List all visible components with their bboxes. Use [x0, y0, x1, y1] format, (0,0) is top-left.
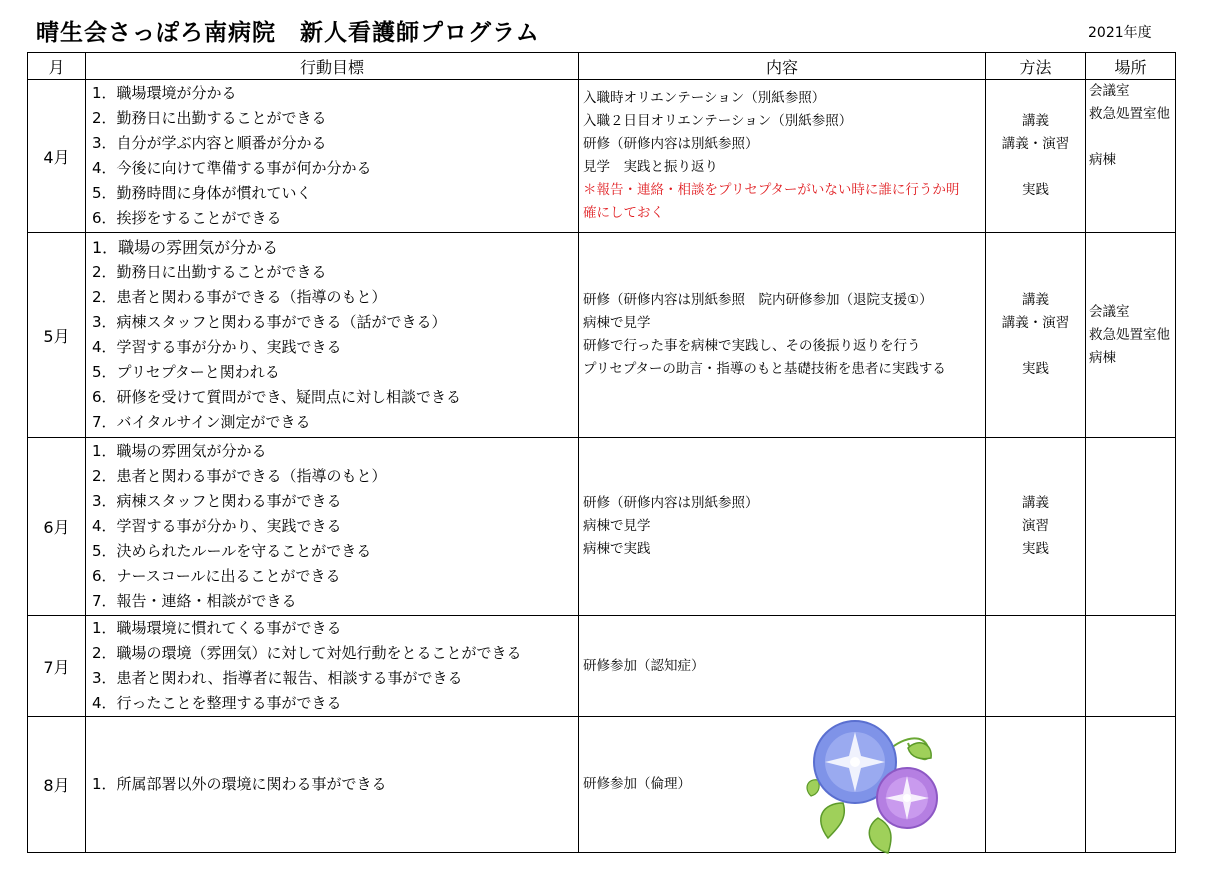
method-item: 実践	[1022, 541, 1049, 557]
goal-item: 2．患者と関わる事ができる（指導のもと）	[92, 288, 387, 306]
content-cell	[579, 616, 986, 717]
fiscal-year: 2021年度	[1088, 25, 1152, 41]
place-cell	[1086, 233, 1176, 438]
goal-item: 7．バイタルサイン測定ができる	[92, 413, 311, 431]
header-goals: 行動目標	[86, 53, 579, 80]
method-cell	[986, 616, 1086, 717]
header-method: 方法	[986, 53, 1086, 80]
table-row	[28, 717, 1176, 853]
goal-item: 2．患者と関わる事ができる（指導のもと）	[92, 467, 387, 485]
program-table	[27, 52, 1176, 853]
goal-item: 4．行ったことを整理する事ができる	[92, 694, 342, 712]
content-item: 研修（研修内容は別紙参照 院内研修参加（退院支援①）	[583, 292, 933, 308]
content-item: 研修（研修内容は別紙参照）	[583, 495, 759, 511]
method-item: 講義・演習	[1001, 136, 1070, 152]
content-item: プリセプターの助言・指導のもと基礎技術を患者に実践する	[583, 361, 946, 377]
method-cell	[986, 80, 1086, 233]
month-cell: 6月	[28, 438, 86, 616]
goal-item: 4．学習する事が分かり、実践できる	[92, 338, 342, 356]
place-item: 病棟	[1089, 349, 1116, 366]
place-item: 救急処置室他	[1089, 326, 1170, 343]
month-cell: 7月	[28, 616, 86, 717]
content-item: 見学 実践と振り返り	[583, 159, 718, 175]
content-item: 研修（研修内容は別紙参照）	[583, 136, 759, 152]
place-item	[1086, 126, 1175, 149]
place-cell	[1086, 80, 1176, 233]
goal-item: 3．自分が学ぶ内容と順番が分かる	[92, 134, 327, 152]
place-item: 病棟	[1089, 152, 1116, 168]
content-item: 入職２日目オリエンテーション（別紙参照）	[583, 113, 853, 129]
place-cell	[1086, 717, 1176, 853]
goals-cell	[86, 438, 579, 616]
content-cell	[579, 233, 986, 438]
method-item: 講義	[1022, 113, 1049, 129]
content-note: 確にしておく	[583, 205, 664, 221]
method-item	[986, 335, 1085, 358]
method-cell	[986, 438, 1086, 616]
place-cell	[1086, 438, 1176, 616]
place-item: 会議室	[1089, 303, 1130, 320]
method-item: 講義・演習	[1001, 315, 1070, 331]
goal-item: 5．プリセプターと関われる	[92, 363, 280, 381]
method-cell	[986, 233, 1086, 438]
goals-cell	[86, 80, 579, 233]
method-item: 講義	[1022, 495, 1049, 511]
content-item: 研修で行った事を病棟で実践し、その後振り返りを行う	[583, 338, 921, 354]
method-item: 講義	[1022, 292, 1049, 308]
leaf-icon	[807, 780, 819, 796]
morning-glory-illustration	[803, 718, 943, 856]
goal-item: 7．報告・連絡・相談ができる	[92, 592, 297, 610]
method-item: 実践	[1022, 182, 1049, 198]
goal-item: 1．職場環境に慣れてくる事ができる	[92, 619, 342, 637]
header-month: 月	[28, 53, 86, 80]
goal-item: 3．病棟スタッフと関わる事ができる（話ができる）	[92, 313, 447, 331]
goal-item: 4．学習する事が分かり、実践できる	[92, 517, 342, 535]
content-cell	[579, 438, 986, 616]
content-cell	[579, 80, 986, 233]
goal-item: 4．今後に向けて準備する事が何か分かる	[92, 159, 372, 177]
content-item: 病棟で見学	[583, 315, 651, 331]
goal-item: 1．職場環境が分かる	[92, 84, 237, 102]
method-item: 演習	[1022, 518, 1049, 534]
goals-cell	[86, 233, 579, 438]
purple-flower-center	[903, 794, 911, 802]
month-cell: 4月	[28, 80, 86, 233]
goal-item: 3．病棟スタッフと関わる事ができる	[92, 492, 342, 510]
table-row	[28, 233, 1176, 438]
goals-cell	[86, 616, 579, 717]
goal-item: 6．研修を受けて質問ができ、疑問点に対し相談できる	[92, 388, 461, 406]
goal-item: 2．職場の環境（雰囲気）に対して対処行動をとることができる	[92, 644, 522, 662]
goal-item: 1．所属部署以外の環境に関わる事ができる	[92, 775, 387, 793]
place-cell	[1086, 616, 1176, 717]
leaf-icon	[869, 818, 891, 853]
content-item: 病棟で見学	[583, 518, 651, 534]
method-item: 実践	[1022, 361, 1049, 377]
goal-item: 6．挨拶をすることができる	[92, 209, 282, 227]
content-note: ＊報告・連絡・相談をプリセプターがいない時に誰に行うか明	[583, 182, 960, 198]
leaf-icon	[908, 743, 931, 759]
table-header-row	[28, 53, 1176, 80]
month-cell: 5月	[28, 233, 86, 438]
page-title: 晴生会さっぽろ南病院 新人看護師プログラム	[36, 20, 540, 46]
goal-item: 3．患者と関われ、指導者に報告、相談する事ができる	[92, 669, 463, 687]
blue-flower-center	[850, 757, 860, 767]
table-row	[28, 616, 1176, 717]
place-item: 救急処置室他	[1089, 106, 1170, 122]
table-row	[28, 80, 1176, 233]
leaf-icon	[821, 803, 845, 838]
goal-item: 1．職場の雰囲気が分かる	[92, 238, 279, 257]
goal-item: 1．職場の雰囲気が分かる	[92, 442, 267, 460]
goal-item: 5．決められたルールを守ることができる	[92, 542, 372, 560]
header-place: 場所	[1086, 53, 1176, 80]
method-cell	[986, 717, 1086, 853]
goal-item: 5．勤務時間に身体が慣れていく	[92, 184, 312, 202]
content-item: 研修参加（倫理）	[583, 776, 691, 792]
content-item: 入職時オリエンテーション（別紙参照）	[583, 90, 826, 106]
header-content: 内容	[579, 53, 986, 80]
month-cell: 8月	[28, 717, 86, 853]
content-item: 研修参加（認知症）	[583, 657, 705, 674]
goals-cell	[86, 717, 579, 853]
goal-item: 2．勤務日に出勤することができる	[92, 263, 327, 281]
table-row	[28, 438, 1176, 616]
goal-item: 6．ナースコールに出ることができる	[92, 567, 341, 585]
method-item	[986, 156, 1085, 179]
content-item: 病棟で実践	[583, 541, 651, 557]
place-item: 会議室	[1089, 83, 1130, 99]
goal-item: 2．勤務日に出勤することができる	[92, 109, 327, 127]
